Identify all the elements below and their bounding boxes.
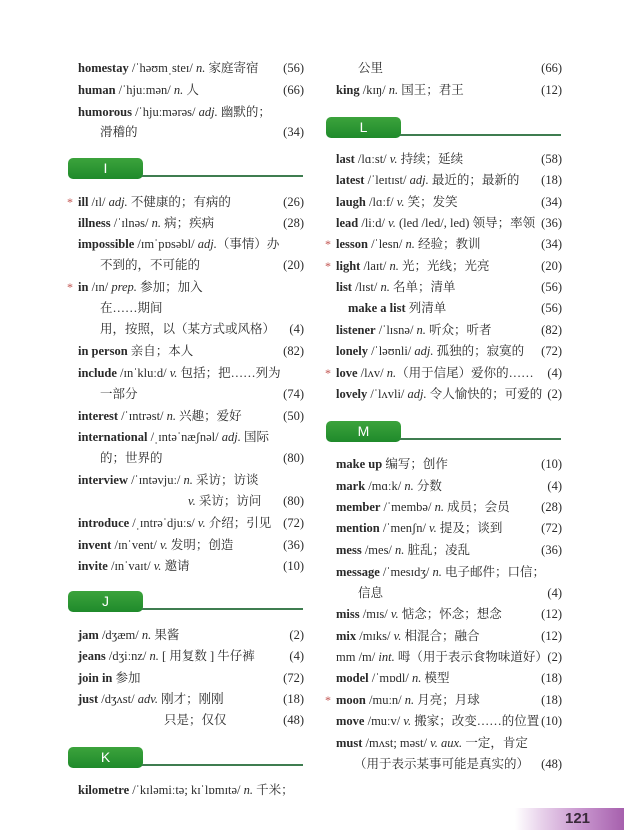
section-header-k: K — [68, 747, 303, 769]
entry-must-cont: （用于表示某事可能是真实的） (48) — [354, 757, 562, 771]
entry-interview: interview /ˈɪntəvjuː/ n. 采访；访谈 — [78, 473, 259, 487]
entry-listener: listener /ˈlɪsnə/ n. 听众；听者 (82) — [336, 323, 562, 337]
entry-invent: invent /ɪnˈvent/ v. 发明；创造 (36) — [78, 538, 304, 552]
section-rule — [142, 175, 303, 177]
entry-mark: mark /mɑːk/ n. 分数 (4) — [336, 479, 562, 493]
entry-invite: invite /ɪnˈvaɪt/ v. 邀请 (10) — [78, 559, 304, 573]
entry-humorous-cont: 滑稽的 (34) — [100, 125, 304, 139]
entry-move: move /muːv/ v. 搬家；改变……的位置 (10) — [336, 714, 562, 728]
entry-miss: miss /mɪs/ v. 惦念；怀念；想念 (12) — [336, 607, 562, 621]
section-header-j: J — [68, 591, 303, 613]
entry-introduce: introduce /ˌɪntrəˈdjuːs/ v. 介绍；引见 (72) — [78, 516, 304, 530]
entry-make-a-list: make a list 列清单 (56) — [348, 301, 562, 315]
entry-model: model /ˈmɒdl/ n. 模型 (18) — [336, 671, 562, 685]
section-rule — [400, 134, 561, 136]
entry-include-cont: 一部分 (74) — [100, 387, 304, 401]
entry-interest: interest /ˈɪntrəst/ n. 兴趣；爱好 (50) — [78, 409, 304, 423]
entry-in-cont1: 在……期间 — [100, 301, 163, 315]
entry-light: * light /laɪt/ n. 光；光线；光亮 (20) — [336, 256, 562, 276]
entry-make-up: make up 编写；创作 (10) — [336, 457, 562, 471]
entry-include: include /ɪnˈkluːd/ v. 包括；把……列为 — [78, 366, 281, 380]
entry-list: list /lɪst/ n. 名单；清单 (56) — [336, 280, 562, 294]
entry-kilometre: kilometre /ˈkɪləmiːtə; kɪˈlɒmɪtə/ n. 千米； — [78, 783, 294, 797]
section-rule — [142, 608, 303, 610]
entry-member: member /ˈmembə/ n. 成员；会员 (28) — [336, 500, 562, 514]
section-header-m: M — [326, 421, 561, 443]
entry-mix: mix /mɪks/ v. 相混合；融合 (12) — [336, 629, 562, 643]
entry-in-cont2: 用，按照，以（某方式或风格） (4) — [100, 322, 304, 336]
entry-lovely: lovely /ˈlʌvli/ adj. 令人愉快的；可爱的 (2) — [336, 387, 562, 401]
section-header-i: I — [68, 158, 303, 180]
entry-human: human /ˈhjuːmən/ n. 人 (66) — [78, 83, 304, 97]
entry-lesson: * lesson /ˈlesn/ n. 经验；教训 (34) — [336, 234, 562, 254]
entry-message: message /ˈmesɪdʒ/ n. 电子邮件；口信； — [336, 565, 546, 579]
star-icon: * — [325, 366, 331, 380]
entry-lead: lead /liːd/ v. (led /led/, led) 领导；率领 (36) — [336, 216, 562, 230]
entry-ill: * ill /ɪl/ adj. 不健康的；有病的 (26) — [78, 192, 304, 212]
section-rule — [142, 764, 303, 766]
entry-jam: jam /dʒæm/ n. 果酱 (2) — [78, 628, 304, 642]
entry-in: * in /ɪn/ prep. 参加；加入 — [78, 277, 304, 297]
entry-join-in: join in 参加 (72) — [78, 671, 304, 685]
entry-moon: * moon /muːn/ n. 月亮；月球 (18) — [336, 690, 562, 710]
star-icon: * — [67, 280, 73, 294]
entry-interview-cont: v. 采访；访问 (80) — [188, 494, 304, 508]
star-icon: * — [325, 237, 331, 251]
entry-mm: mm /m/ int. 呣（用于表示食物味道好） (2) — [336, 650, 562, 664]
entry-just: just /dʒʌst/ adv. 刚才；刚刚 (18) — [78, 692, 304, 706]
page-number: 121 — [565, 810, 591, 827]
entry-kilometre-cont: 公里 (66) — [358, 61, 562, 75]
entry-mention: mention /ˈmenʃn/ v. 提及；谈到 (72) — [336, 521, 562, 535]
entry-homestay: homestay /ˈhəʊmˌsteɪ/ n. 家庭寄宿 (56) — [78, 61, 304, 75]
entry-must: must /mʌst; məst/ v. aux. 一定，肯定 — [336, 736, 528, 750]
entry-message-cont: 信息 (4) — [358, 586, 562, 600]
star-icon: * — [325, 259, 331, 273]
entry-international: international /ˌɪntəˈnæʃnəl/ adj. 国际 — [78, 430, 269, 444]
entry-mess: mess /mes/ n. 脏乱；凌乱 (36) — [336, 543, 562, 557]
entry-impossible-cont: 不到的，不可能的 (20) — [100, 258, 304, 272]
entry-king: king /kɪŋ/ n. 国王；君王 (12) — [336, 83, 562, 97]
entry-in-person: in person 亲自；本人 (82) — [78, 344, 304, 358]
entry-last: last /lɑːst/ v. 持续；延续 (58) — [336, 152, 562, 166]
entry-jeans: jeans /dʒiːnz/ n. [ 用复数 ] 牛仔裤 (4) — [78, 649, 304, 663]
section-rule — [400, 438, 561, 440]
entry-latest: latest /ˈleɪtɪst/ adj. 最近的；最新的 (18) — [336, 173, 562, 187]
entry-illness: illness /ˈɪlnəs/ n. 病；疾病 (28) — [78, 216, 304, 230]
star-icon: * — [325, 693, 331, 707]
entry-international-cont: 的；世界的 (80) — [100, 451, 304, 465]
entry-just-cont: 只是；仅仅 (48) — [164, 713, 304, 727]
entry-laugh: laugh /lɑːf/ v. 笑；发笑 (34) — [336, 195, 562, 209]
entry-impossible: impossible /ɪmˈpɒsəbl/ adj.（事情）办 — [78, 237, 280, 251]
entry-humorous: humorous /ˈhjuːmərəs/ adj. 幽默的； — [78, 105, 271, 119]
entry-lonely: lonely /ˈləʊnli/ adj. 孤独的；寂寞的 (72) — [336, 344, 562, 358]
star-icon: * — [67, 195, 73, 209]
section-header-l: L — [326, 117, 561, 139]
entry-love: * love /lʌv/ n.（用于信尾）爱你的…… (4) — [336, 363, 562, 383]
